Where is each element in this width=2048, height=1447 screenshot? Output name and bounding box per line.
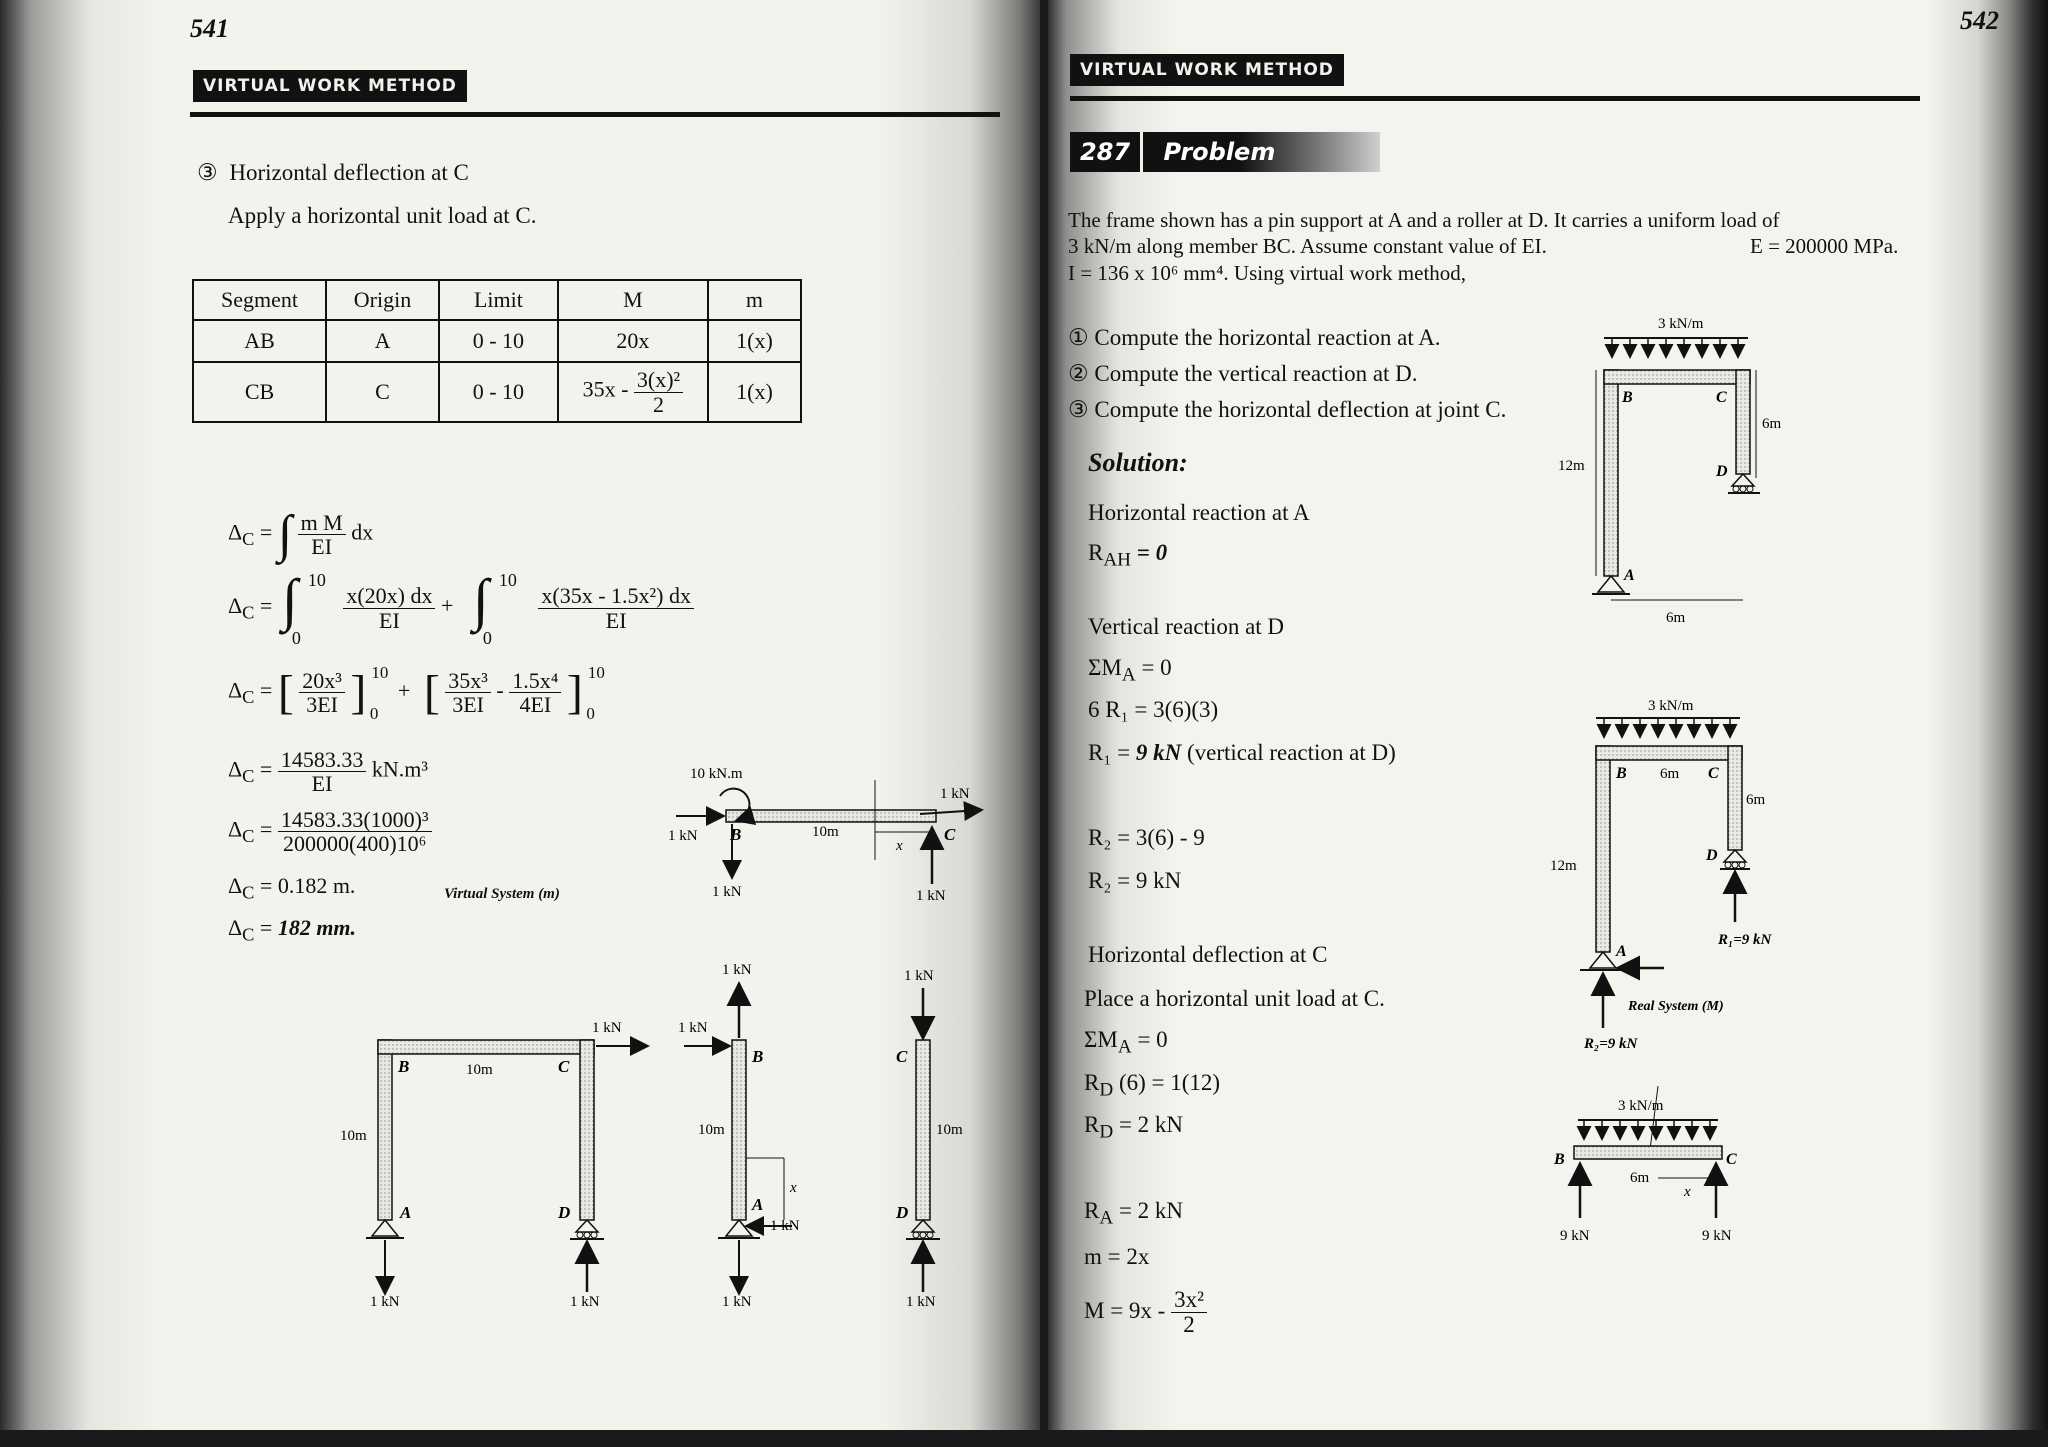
question-num: ③ xyxy=(1068,397,1089,422)
node-c-label: C xyxy=(1708,765,1719,782)
bracket-lower: 0 xyxy=(369,704,379,723)
r1-note: (vertical reaction at D) xyxy=(1186,740,1396,765)
delta-sub: C xyxy=(242,924,255,945)
equation-4: $\Delta_C$ = $\frac{14583.33}{EI}$ kN.m³ xyxy=(228,747,428,797)
force-label: 1 kN xyxy=(570,1294,600,1310)
problem-number: 287 xyxy=(1070,132,1143,172)
right-page xyxy=(1048,0,2048,1430)
delta-symbol: Δ xyxy=(228,915,243,940)
sum-sub: A xyxy=(1117,1036,1132,1058)
node-b-label: B xyxy=(752,1047,764,1066)
question-1 xyxy=(1068,325,1441,351)
table-header: Segment xyxy=(193,280,326,320)
delta-symbol: Δ xyxy=(228,519,243,545)
moment-fraction xyxy=(634,368,683,415)
virtual-system-label: Virtual System (m) xyxy=(444,886,560,902)
member-cd-diagram xyxy=(895,968,963,1310)
r2-label: R₂=9 kN xyxy=(1584,1036,1638,1052)
frac-den: EI xyxy=(605,607,627,633)
frac-num: x(35x - 1.5x²) dx xyxy=(538,584,694,608)
frac-den: 3EI xyxy=(452,692,484,717)
r1-lhs: R₁ = xyxy=(1088,740,1131,765)
sol2-title: Vertical reaction at D xyxy=(1088,614,1285,639)
length-label: 12m xyxy=(1550,858,1577,874)
sol2-eq2: 6 R₁ = 3(6)(3) xyxy=(1088,697,1219,722)
frac-num: 14583.33(1000)³ xyxy=(278,808,432,832)
question-3 xyxy=(1068,397,1506,423)
question-text: Compute the horizontal reaction at A. xyxy=(1094,325,1441,350)
table-cell: AB xyxy=(193,320,326,362)
length-label: 6m xyxy=(1660,766,1680,782)
node-d-label: D xyxy=(1706,847,1718,864)
frame-diagram xyxy=(340,1020,646,1310)
node-d-label: D xyxy=(1716,463,1728,480)
moment-den: 2 xyxy=(653,391,665,417)
sol3-eq6 xyxy=(1084,1288,1207,1337)
force-label: 1 kN xyxy=(722,962,752,978)
equation-3: $\Delta_C$ = [ $\frac{\text{20x³}}{3EI}$ ] 10 0 + [ $\frac{\text{35x³}}{3EI}$ - $\frac{\text{1.5x⁴}}{4EI}$ ] 10 0 xyxy=(228,663,605,723)
segment-table xyxy=(192,279,802,423)
node-d-label: D xyxy=(558,1203,571,1222)
int-upper: 10 xyxy=(498,570,517,590)
table-cell: CB xyxy=(193,362,326,422)
statement-E: E = 200000 MPa. xyxy=(1750,234,1899,258)
node-c-label: C xyxy=(1716,389,1727,406)
right-diagrams xyxy=(1488,310,1908,1270)
fraction xyxy=(509,669,561,716)
delta-sub: C xyxy=(242,826,255,847)
sum-rest: = 0 xyxy=(1135,655,1172,680)
real-system-label: Real System (M) xyxy=(1628,999,1724,1014)
equation-5: $\Delta_C$ = $\frac{\text{14583.33(1000)³}}{\text{200000(400)10⁶}}$ xyxy=(228,808,432,855)
node-d-label: D xyxy=(896,1203,909,1222)
force-label: 1 kN xyxy=(916,888,946,904)
frac-num: x(20x) dx xyxy=(343,584,435,608)
length-label: 10m xyxy=(812,824,839,840)
equation-2: $\Delta_C$ = ∫ 10 0 $\frac{x(20x) dx}{EI}$ + ∫ 10 0 $\frac{\text{x(35x - 1.5x²) dx}}{EI}$ xyxy=(228,578,694,638)
sol3-eq3 xyxy=(1084,1112,1183,1144)
frac-den: 3EI xyxy=(306,692,338,717)
r-sub: AH xyxy=(1103,549,1132,571)
table-cell: A xyxy=(326,320,439,362)
statement-line-2: 3 kN/m along member BC. Assume constant value of EI. xyxy=(1068,234,1547,258)
frac-num: 3x² xyxy=(1171,1288,1207,1313)
x-label: x xyxy=(1684,1184,1691,1200)
sol3-eq1 xyxy=(1084,1027,1168,1059)
delta-sub: C xyxy=(242,528,255,549)
equation-7: $\Delta_C = 182$ mm. xyxy=(228,915,357,945)
frac-num: 1.5x⁴ xyxy=(509,669,561,693)
delta-symbol: Δ xyxy=(228,593,243,619)
node-c-label: C xyxy=(1726,1151,1737,1168)
table-cell: 20x xyxy=(558,320,708,362)
fraction xyxy=(1171,1288,1207,1337)
table-cell: 0 - 10 xyxy=(439,320,558,362)
force-label: 1 kN xyxy=(370,1294,400,1310)
sol3-eq2 xyxy=(1084,1070,1220,1102)
header-tag-left: VIRTUAL WORK METHOD xyxy=(193,70,467,102)
node-a-label: A xyxy=(752,1195,764,1214)
load-label: 3 kN/m xyxy=(1658,316,1704,332)
instruction-text: Apply a horizontal unit load at C. xyxy=(228,203,537,228)
int-lower: 0 xyxy=(482,628,492,648)
sol1-title: Horizontal reaction at A xyxy=(1088,500,1310,525)
node-c-label: C xyxy=(558,1057,570,1076)
sol2-eq1 xyxy=(1088,655,1172,687)
length-label: 6m xyxy=(1762,416,1782,432)
node-a-label: A xyxy=(1616,943,1627,960)
result-m: 0.182 m. xyxy=(277,873,356,898)
frac-num: 35x³ xyxy=(445,669,491,693)
node-a-label: A xyxy=(400,1203,412,1222)
length-label: 10m xyxy=(936,1122,963,1138)
r-sub: D xyxy=(1099,1121,1114,1143)
frac-den: 2 xyxy=(1183,1312,1195,1338)
m-prefix: M = 9x - xyxy=(1084,1297,1166,1323)
problem-frame-diagram xyxy=(1558,316,1782,626)
plus: + xyxy=(397,677,411,703)
table-header: Origin xyxy=(326,280,439,320)
sum-sub: A xyxy=(1121,664,1136,686)
frac-den: EI xyxy=(311,771,333,797)
equation-1: $\Delta_C$ = ∫ $\frac{\text{m M}}{EI}$ dx xyxy=(228,506,374,563)
length-label: 12m xyxy=(1558,458,1585,474)
r-sub: A xyxy=(1099,1207,1114,1229)
force-label: 1 kN xyxy=(722,1294,752,1310)
r-rest: = 2 kN xyxy=(1113,1112,1184,1137)
r-symbol: R xyxy=(1084,1198,1100,1223)
question-num: ① xyxy=(1068,325,1089,350)
section-title-row xyxy=(197,160,469,186)
section-title: Horizontal deflection at C xyxy=(229,160,469,185)
r-symbol: R xyxy=(1088,540,1104,565)
delta-sub: C xyxy=(242,766,255,787)
header-rule-left xyxy=(190,112,1000,117)
x-label: x xyxy=(896,838,903,854)
length-label: 6m xyxy=(1746,792,1766,808)
x-label: x xyxy=(790,1180,797,1196)
sum-rest: = 0 xyxy=(1131,1027,1168,1052)
table-header: M xyxy=(558,280,708,320)
fraction xyxy=(299,669,345,716)
header-tag-right: VIRTUAL WORK METHOD xyxy=(1070,54,1344,86)
table-header: m xyxy=(708,280,801,320)
sol3-eq4 xyxy=(1084,1198,1183,1230)
length-label: 6m xyxy=(1666,610,1686,626)
sol3-inst: Place a horizontal unit load at C. xyxy=(1084,986,1385,1011)
unit: kN.m³ xyxy=(371,756,428,782)
force-label: 1 kN xyxy=(592,1020,622,1036)
table-row xyxy=(193,362,801,422)
plus: + xyxy=(440,593,454,619)
delta-sub: C xyxy=(242,602,255,623)
page-number-right: 542 xyxy=(1960,6,1999,35)
frac-den: EI xyxy=(311,534,333,559)
question-2 xyxy=(1068,361,1418,387)
statement-line-3: I = 136 x 10⁶ mm⁴. Using virtual work method, xyxy=(1068,261,1467,285)
node-b-label: B xyxy=(398,1057,410,1076)
r1-label: R₁=9 kN xyxy=(1718,932,1772,948)
delta-symbol: Δ xyxy=(228,816,243,842)
force-label: 1 kN xyxy=(668,828,698,844)
statement-line-1: The frame shown has a pin support at A and a roller at D. It carries a uniform load of xyxy=(1068,208,1780,232)
force-label: 1 kN xyxy=(904,968,934,984)
force-label: 9 kN xyxy=(1702,1228,1732,1244)
int-upper: 10 xyxy=(307,570,326,590)
node-b-label: B xyxy=(1554,1151,1565,1168)
r1-val: 9 kN xyxy=(1135,740,1182,765)
table-cell: C xyxy=(326,362,439,422)
load-label: 3 kN/m xyxy=(1618,1098,1664,1114)
minus: - xyxy=(496,677,504,703)
node-c-label: C xyxy=(896,1047,908,1066)
sol2-eq3 xyxy=(1088,740,1396,766)
force-label: 1 kN xyxy=(770,1218,800,1234)
delta-symbol: Δ xyxy=(228,756,243,782)
force-label: 1 kN xyxy=(678,1020,708,1036)
beam-diagram xyxy=(668,766,980,904)
bracket-lower: 0 xyxy=(586,704,595,723)
question-num: ② xyxy=(1068,361,1089,386)
frac-num: m M xyxy=(298,511,346,535)
r-val: = 0 xyxy=(1136,540,1168,565)
left-diagrams xyxy=(300,740,1000,1310)
problem-bar xyxy=(1070,132,1380,172)
frac-den: 4EI xyxy=(519,692,552,717)
force-label: 1 kN xyxy=(940,786,970,802)
fraction xyxy=(445,669,491,716)
problem-title: Problem xyxy=(1163,138,1276,166)
node-b-label: B xyxy=(730,825,742,844)
table-cell: 1(x) xyxy=(708,320,801,362)
fraction xyxy=(343,584,435,631)
sol2-eq4: R₂ = 3(6) - 9 xyxy=(1088,825,1205,850)
frac-num: 14583.33 xyxy=(278,748,367,772)
length-label: 10m xyxy=(698,1122,725,1138)
sum-symbol: ΣM xyxy=(1084,1027,1118,1052)
delta-sub: C xyxy=(242,686,255,707)
beam-bc-diagram xyxy=(1553,1086,1737,1244)
frac-den: EI xyxy=(379,607,400,633)
sum-symbol: ΣM xyxy=(1088,655,1122,680)
question-text: Compute the vertical reaction at D. xyxy=(1094,361,1418,386)
table-cell-moment xyxy=(558,362,708,422)
fraction xyxy=(298,511,346,558)
header-rule-right xyxy=(1070,96,1920,101)
load-label: 3 kN/m xyxy=(1648,698,1694,714)
moment-prefix: 35x - xyxy=(582,377,629,403)
fraction xyxy=(538,584,694,631)
length-label: 10m xyxy=(340,1128,367,1144)
node-b-label: B xyxy=(1616,765,1627,782)
sol3-title: Horizontal deflection at C xyxy=(1088,942,1328,967)
question-text: Compute the horizontal deflection at joint C. xyxy=(1094,397,1507,422)
section-marker: ③ xyxy=(197,160,218,185)
node-a-label: A xyxy=(1624,567,1635,584)
node-b-label: B xyxy=(1622,389,1633,406)
r-symbol: R xyxy=(1084,1112,1100,1137)
moment-num: 3(x)² xyxy=(634,368,683,392)
force-label: 1 kN xyxy=(712,884,742,900)
moment-label: 10 kN.m xyxy=(690,766,743,782)
delta-symbol: Δ xyxy=(228,677,243,703)
sol3-eq5: m = 2x xyxy=(1084,1244,1150,1269)
bracket-upper: 10 xyxy=(587,663,605,682)
sol2-eq5: R₂ = 9 kN xyxy=(1088,868,1182,893)
length-label: 10m xyxy=(466,1062,493,1078)
r-symbol: R xyxy=(1084,1070,1100,1095)
force-label: 9 kN xyxy=(1560,1228,1590,1244)
page-number-left: 541 xyxy=(190,14,229,43)
result-mm: 182 mm. xyxy=(277,915,357,940)
frac-den: 200000(400)10⁶ xyxy=(283,831,427,857)
length-label: 6m xyxy=(1630,1170,1650,1186)
real-system-diagram xyxy=(1550,698,1773,1052)
table-cell: 0 - 10 xyxy=(439,362,558,422)
equation-6: $\Delta_C = 0.182$ m. xyxy=(228,873,356,903)
table-cell: 1(x) xyxy=(708,362,801,422)
r-rest: = 2 kN xyxy=(1113,1198,1184,1223)
delta-symbol: Δ xyxy=(228,873,243,898)
delta-sub: C xyxy=(242,882,255,903)
sol1-eq xyxy=(1088,540,1167,572)
node-c-label: C xyxy=(944,825,956,844)
solution-label: Solution: xyxy=(1088,448,1188,477)
table-header: Limit xyxy=(439,280,558,320)
frac-num: 20x³ xyxy=(299,669,345,693)
r-rest: (6) = 1(12) xyxy=(1113,1070,1221,1095)
dx: dx xyxy=(351,519,374,545)
bracket-upper: 10 xyxy=(371,663,389,682)
force-label: 1 kN xyxy=(906,1294,936,1310)
r-sub: D xyxy=(1099,1079,1114,1101)
int-lower: 0 xyxy=(291,628,301,648)
member-ab-diagram xyxy=(678,962,800,1310)
table-row xyxy=(193,320,801,362)
